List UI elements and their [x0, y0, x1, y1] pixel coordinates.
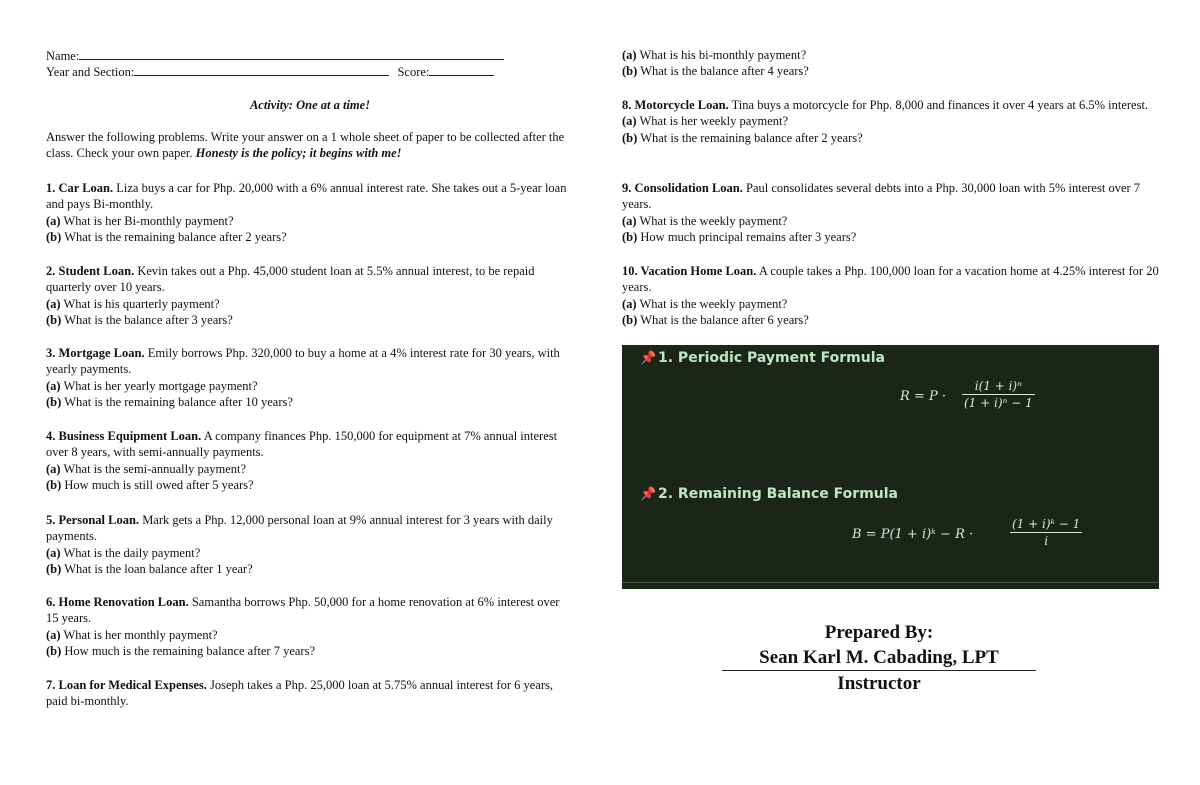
prepared-by-block	[722, 620, 1036, 696]
score-blank[interactable]	[429, 63, 494, 76]
instructor-role: Instructor	[837, 673, 921, 694]
instructions: Answer the following problems. Write your answer on a 1 whole sheet of paper to be collected after the class. Check your own paper. Honesty is the policy; it begins with me!	[46, 130, 565, 161]
formula-1-fraction: $\frac{\text{i(1 + i)ⁿ}}{\text{(1 + i)ⁿ − 1}}$	[964, 379, 1033, 411]
pushpin-icon: 📌	[640, 351, 657, 366]
formula-2-fraction: $\frac{\text{(1 + i)ᵏ − 1}}{i}$	[1012, 517, 1081, 549]
name-blank[interactable]	[79, 47, 504, 60]
name-line: Name:	[46, 47, 574, 64]
year-section-line: Year and Section: Score:	[46, 63, 574, 80]
problem-7-questions: (a) What is his bi-monthly payment? (b) What is the balance after 4 years?	[622, 48, 809, 79]
problem-8: 8. Motorcycle Loan. Tina buys a motorcycle for Php. 8,000 and finances it over 4 years at 6.5% interest. (a) What is her weekly payment? (b) What is the remaining balance after 2 years?	[622, 98, 1149, 145]
formula-2-heading: 📌 2. Remaining Balance Formula	[640, 486, 898, 502]
formula-2-lhs: B = P(1 + i)ᵏ − R ·	[852, 527, 974, 542]
formula-1-heading: 📌 1. Periodic Payment Formula	[640, 350, 885, 366]
activity-title: Activity: One at a time!	[249, 98, 371, 112]
problem-1: 1. Car Loan. Liza buys a car for Php. 20,000 with a 6% annual interest rate. She takes out a 5-year loan and pays Bi-monthly. (a) What is her Bi-monthly payment? (b) What is the remaining balance after 2 years?	[46, 181, 567, 244]
pushpin-icon: 📌	[640, 487, 657, 502]
formula-1-lhs: R = P ·	[900, 389, 946, 404]
problem-7: 7. Loan for Medical Expenses. Joseph takes a Php. 25,000 loan at 5.75% annual interest for 6 years, paid bi-monthly.	[46, 678, 553, 709]
problem-6: 6. Home Renovation Loan. Samantha borrows Php. 50,000 for a home renovation at 6% interest over 15 years. (a) What is her monthly payment? (b) How much is the remaining balance after 7 years?	[46, 595, 560, 658]
formula-divider	[622, 582, 1159, 583]
prepared-by-label: Prepared By:	[824, 622, 934, 643]
problem-3: 3. Mortgage Loan. Emily borrows Php. 320,000 to buy a home at a 4% interest rate for 30 years, with yearly payments. (a) What is her yearly mortgage payment? (b) What is the remaining balance after 10 years?	[46, 346, 560, 409]
year-section-blank[interactable]	[134, 63, 389, 76]
problem-5: 5. Personal Loan. Mark gets a Php. 12,000 personal loan at 9% annual interest for 3 years with daily payments. (a) What is the daily payment? (b) What is the loan balance after 1 year?	[46, 513, 553, 576]
problem-10: 10. Vacation Home Loan. A couple takes a Php. 100,000 loan for a vacation home at 4.25% interest for 20 years. (a) What is the weekly payment? (b) What is the balance after 6 years?	[622, 264, 1159, 327]
formula-panel	[622, 345, 1159, 589]
problem-2: 2. Student Loan. Kevin takes out a Php. 45,000 student loan at 5.5% annual interest, to be repaid quarterly over 10 years. (a) What is his quarterly payment? (b) What is the balance after 3 years?	[46, 264, 535, 327]
problem-9: 9. Consolidation Loan. Paul consolidates several debts into a Php. 30,000 loan with 5% interest over 7 years. (a) What is the weekly payment? (b) How much principal remains after 3 years?	[622, 181, 1141, 244]
instructor-name: Sean Karl M. Cabading, LPT	[722, 645, 1036, 671]
problem-4: 4. Business Equipment Loan. A company finances Php. 150,000 for equipment at 7% annual interest over 8 years, with semi-annually payments. (a) What is the semi-annually payment? (b) How much is still owed after 5 years?	[46, 429, 558, 492]
